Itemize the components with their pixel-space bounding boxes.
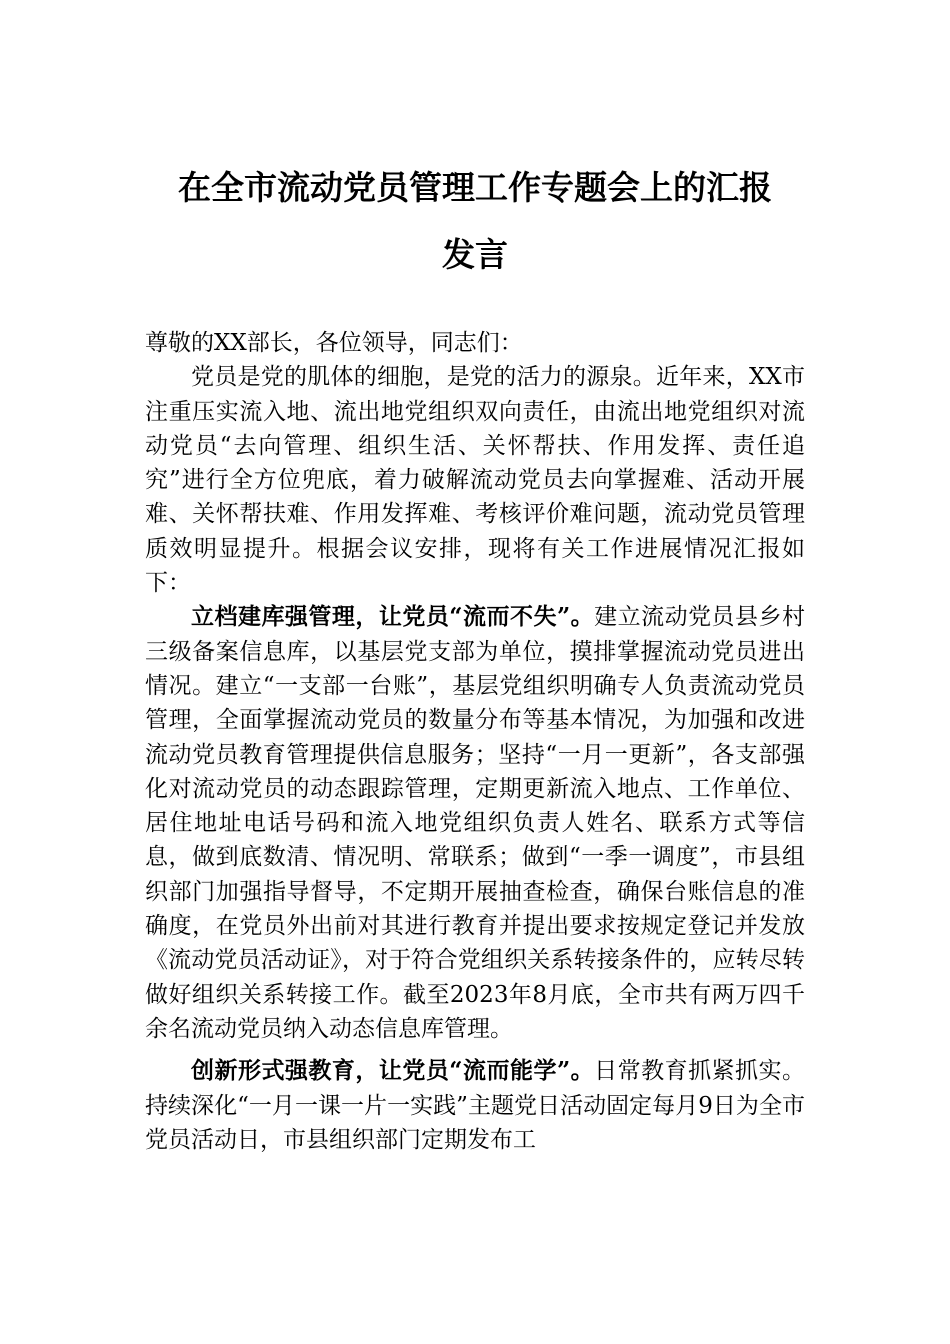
paragraph-archive-lead: 立档建库强管理，让党员“流而不失”。: [191, 603, 595, 631]
paragraph-archive-text: 建立流动党员县乡村三级备案信息库，以基层党支部为单位，摸排掌握流动党员进出情况。建立“一支部一台账”，基层党组织明确专人负责流动党员管理，全面掌握流动党员的数量分布等基本情况，为加强和改进流动党员教育管理提供信息服务；坚持“一月一更新”，各支部强化对流动党员的动态跟踪管理，定期更新流入地点、工作单位、居住地址电话号码和流入地党组织负责人姓名、联系方式等信息，做到底数清、情况明、常联系；做到“一季一调度”，市县组织部门加强指导督导，不定期开展抽查检查，确保台账信息的准确度，在党员外出前对其进行教育并提出要求按规定登记并发放《流动党员活动证》，对于符合党组织关系转接条件的，应转尽转做好组织关系转接工作。截至2023年8月底，全市共有两万四千余名流动党员纳入动态信息库管理。: [145, 604, 805, 1042]
document-body: [145, 326, 805, 1157]
paragraph-education-lead: 创新形式强教育，让党员“流而能学”。: [191, 1057, 595, 1085]
paragraph-education: [145, 1054, 805, 1157]
document-title-line-2: 发言: [442, 235, 508, 274]
paragraph-intro-text: 党员是党的肌体的细胞，是党的活力的源泉。近年来，XX市注重压实流入地、流出地党组织双向责任，由流出地党组织对流动党员“去向管理、组织生活、关怀帮扶、作用发挥、责任追究”进行全方位兜底，着力破解流动党员去向掌握难、活动开展难、关怀帮扶难、作用发挥难、考核评价难问题，流动党员管理质效明显提升。根据会议安排，现将有关工作进展情况汇报如下：: [145, 364, 805, 597]
paragraph-education-text: 日常教育抓紧抓实。持续深化“一月一课一片一实践”主题党日活动固定每月9日为全市党员活动日，市县组织部门定期发布工: [145, 1058, 805, 1153]
paragraph-archive-management: [145, 600, 805, 1046]
salutation: 尊敬的XX部长，各位领导，同志们：: [145, 330, 523, 356]
paragraph-intro: [145, 360, 805, 600]
document-title-line-1: 在全市流动党员管理工作专题会上的汇报: [178, 168, 772, 207]
